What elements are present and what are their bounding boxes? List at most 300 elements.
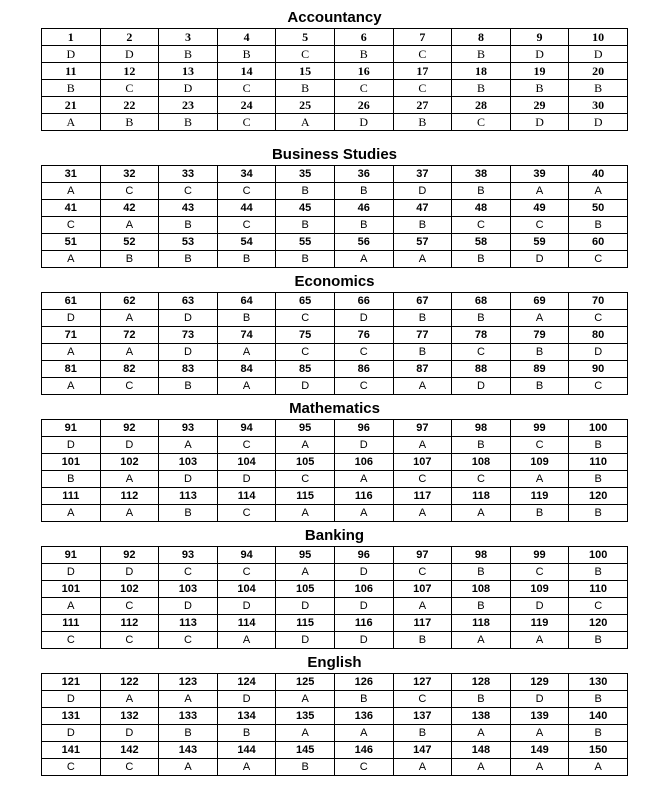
question-number-cell: 112: [100, 615, 159, 632]
answer-cell: B: [159, 725, 218, 742]
question-number-cell: 102: [100, 581, 159, 598]
question-number-cell: 114: [217, 488, 276, 505]
question-number-cell: 125: [276, 674, 335, 691]
question-number-cell: 118: [452, 615, 511, 632]
question-number-cell: 9: [510, 29, 569, 46]
answer-cell: D: [42, 437, 101, 454]
answer-cell: D: [159, 344, 218, 361]
question-number-cell: 23: [159, 97, 218, 114]
question-number-cell: 106: [334, 454, 393, 471]
question-number-cell: 26: [334, 97, 393, 114]
question-number-cell: 137: [393, 708, 452, 725]
answer-cell: D: [159, 471, 218, 488]
question-number-cell: 60: [569, 234, 628, 251]
answer-cell: B: [100, 114, 159, 131]
answer-cell: D: [510, 46, 569, 63]
question-number-cell: 118: [452, 488, 511, 505]
question-number-cell: 38: [452, 166, 511, 183]
question-number-cell: 107: [393, 581, 452, 598]
question-number-cell: 22: [100, 97, 159, 114]
answer-cell: C: [42, 217, 101, 234]
question-number-cell: 83: [159, 361, 218, 378]
answer-cell: D: [452, 378, 511, 395]
answer-cell: D: [569, 114, 628, 131]
question-number-cell: 111: [42, 488, 101, 505]
question-number-cell: 52: [100, 234, 159, 251]
question-number-cell: 123: [159, 674, 218, 691]
question-number-cell: 89: [510, 361, 569, 378]
answer-cell: C: [510, 437, 569, 454]
section-business-studies: [41, 145, 628, 268]
answer-cell: C: [510, 217, 569, 234]
answer-cell: A: [510, 632, 569, 649]
section-title: Economics: [294, 273, 375, 290]
answer-cell: A: [159, 691, 218, 708]
answer-cell: A: [276, 505, 335, 522]
question-number-cell: 127: [393, 674, 452, 691]
answer-cell: C: [510, 564, 569, 581]
answer-cell: A: [100, 217, 159, 234]
answer-cell: D: [159, 310, 218, 327]
question-number-cell: 95: [276, 420, 335, 437]
answer-cell: D: [510, 598, 569, 615]
question-number-cell: 63: [159, 293, 218, 310]
question-number-cell: 55: [276, 234, 335, 251]
answer-row: [42, 114, 628, 131]
answer-cell: B: [569, 505, 628, 522]
question-number-cell: 110: [569, 581, 628, 598]
answer-cell: B: [510, 505, 569, 522]
answer-cell: A: [100, 471, 159, 488]
section-accountancy: [41, 8, 628, 131]
question-number-row: [42, 361, 628, 378]
answer-cell: C: [334, 378, 393, 395]
question-number-row: [42, 63, 628, 80]
question-number-row: [42, 488, 628, 505]
question-number-cell: 112: [100, 488, 159, 505]
question-number-cell: 67: [393, 293, 452, 310]
answer-cell: C: [569, 310, 628, 327]
answer-cell: C: [217, 505, 276, 522]
question-number-row: [42, 166, 628, 183]
question-number-cell: 126: [334, 674, 393, 691]
question-number-cell: 130: [569, 674, 628, 691]
answer-cell: C: [452, 217, 511, 234]
answer-cell: B: [276, 251, 335, 268]
answer-cell: A: [159, 437, 218, 454]
question-number-cell: 103: [159, 581, 218, 598]
answer-cell: D: [276, 598, 335, 615]
answer-cell: B: [334, 183, 393, 200]
question-number-cell: 90: [569, 361, 628, 378]
question-number-cell: 96: [334, 420, 393, 437]
question-number-cell: 93: [159, 547, 218, 564]
section-title: Accountancy: [287, 9, 382, 26]
question-number-cell: 43: [159, 200, 218, 217]
answer-cell: B: [100, 251, 159, 268]
answer-cell: A: [334, 251, 393, 268]
answer-cell: B: [569, 437, 628, 454]
question-number-cell: 61: [42, 293, 101, 310]
question-number-cell: 96: [334, 547, 393, 564]
answer-cell: A: [452, 505, 511, 522]
answer-cell: A: [276, 725, 335, 742]
answer-cell: C: [100, 598, 159, 615]
question-number-cell: 113: [159, 615, 218, 632]
answer-cell: B: [569, 80, 628, 97]
question-number-cell: 33: [159, 166, 218, 183]
question-number-cell: 133: [159, 708, 218, 725]
question-number-cell: 72: [100, 327, 159, 344]
question-number-cell: 39: [510, 166, 569, 183]
question-number-cell: 65: [276, 293, 335, 310]
question-number-cell: 84: [217, 361, 276, 378]
question-number-cell: 1: [42, 29, 101, 46]
question-number-cell: 105: [276, 454, 335, 471]
answer-table: [41, 28, 628, 131]
answer-cell: D: [42, 691, 101, 708]
answer-cell: B: [393, 217, 452, 234]
answer-cell: A: [452, 632, 511, 649]
question-number-cell: 78: [452, 327, 511, 344]
answer-cell: B: [569, 471, 628, 488]
answer-cell: B: [452, 251, 511, 268]
question-number-cell: 24: [217, 97, 276, 114]
question-number-cell: 128: [452, 674, 511, 691]
question-number-cell: 28: [452, 97, 511, 114]
answer-cell: B: [217, 310, 276, 327]
question-number-cell: 129: [510, 674, 569, 691]
answer-cell: C: [393, 471, 452, 488]
question-number-cell: 122: [100, 674, 159, 691]
question-number-cell: 116: [334, 615, 393, 632]
question-number-cell: 12: [100, 63, 159, 80]
question-number-cell: 99: [510, 420, 569, 437]
answer-row: [42, 632, 628, 649]
question-number-cell: 59: [510, 234, 569, 251]
answer-cell: B: [452, 80, 511, 97]
question-number-cell: 120: [569, 488, 628, 505]
question-number-cell: 44: [217, 200, 276, 217]
answer-cell: D: [334, 437, 393, 454]
question-number-cell: 8: [452, 29, 511, 46]
answer-cell: C: [334, 80, 393, 97]
section-english: [41, 653, 628, 776]
answer-cell: D: [334, 114, 393, 131]
question-number-cell: 114: [217, 615, 276, 632]
answer-cell: D: [334, 564, 393, 581]
answer-cell: C: [217, 217, 276, 234]
question-number-cell: 77: [393, 327, 452, 344]
answer-cell: A: [452, 725, 511, 742]
answer-cell: A: [510, 471, 569, 488]
question-number-cell: 32: [100, 166, 159, 183]
answer-cell: B: [159, 378, 218, 395]
question-number-cell: 136: [334, 708, 393, 725]
answer-table: [41, 419, 628, 522]
question-number-cell: 41: [42, 200, 101, 217]
question-number-cell: 13: [159, 63, 218, 80]
answer-cell: B: [393, 632, 452, 649]
answer-cell: C: [42, 759, 101, 776]
question-number-cell: 140: [569, 708, 628, 725]
answer-cell: C: [100, 632, 159, 649]
question-number-cell: 42: [100, 200, 159, 217]
answer-cell: C: [334, 759, 393, 776]
answer-cell: A: [42, 183, 101, 200]
question-number-cell: 108: [452, 454, 511, 471]
question-number-cell: 146: [334, 742, 393, 759]
question-number-row: [42, 293, 628, 310]
answer-cell: B: [334, 46, 393, 63]
question-number-cell: 53: [159, 234, 218, 251]
question-number-cell: 94: [217, 547, 276, 564]
answer-cell: B: [42, 80, 101, 97]
question-number-cell: 35: [276, 166, 335, 183]
answer-cell: B: [276, 80, 335, 97]
question-number-row: [42, 29, 628, 46]
question-number-cell: 11: [42, 63, 101, 80]
answer-cell: B: [159, 505, 218, 522]
answer-cell: B: [452, 691, 511, 708]
question-number-cell: 51: [42, 234, 101, 251]
answer-cell: B: [393, 725, 452, 742]
answer-cell: A: [393, 759, 452, 776]
answer-cell: B: [393, 310, 452, 327]
answer-cell: C: [217, 437, 276, 454]
answer-cell: C: [159, 632, 218, 649]
answer-cell: C: [276, 46, 335, 63]
answer-row: [42, 183, 628, 200]
question-number-cell: 3: [159, 29, 218, 46]
question-number-cell: 57: [393, 234, 452, 251]
question-number-cell: 82: [100, 361, 159, 378]
question-number-cell: 58: [452, 234, 511, 251]
answer-table: [41, 673, 628, 776]
answer-cell: C: [100, 183, 159, 200]
answer-cell: A: [276, 691, 335, 708]
answer-cell: B: [569, 217, 628, 234]
answer-cell: B: [276, 759, 335, 776]
answer-table: [41, 546, 628, 649]
question-number-cell: 49: [510, 200, 569, 217]
answer-row: [42, 80, 628, 97]
question-number-cell: 97: [393, 420, 452, 437]
question-number-cell: 54: [217, 234, 276, 251]
answer-cell: A: [393, 505, 452, 522]
answer-cell: A: [42, 505, 101, 522]
answer-row: [42, 564, 628, 581]
question-number-cell: 139: [510, 708, 569, 725]
answer-cell: B: [276, 217, 335, 234]
answer-cell: C: [334, 344, 393, 361]
question-number-cell: 48: [452, 200, 511, 217]
question-number-cell: 138: [452, 708, 511, 725]
answer-cell: D: [42, 46, 101, 63]
question-number-cell: 101: [42, 454, 101, 471]
question-number-cell: 64: [217, 293, 276, 310]
answer-cell: D: [276, 378, 335, 395]
question-number-cell: 79: [510, 327, 569, 344]
answer-cell: C: [393, 691, 452, 708]
question-number-cell: 100: [569, 547, 628, 564]
question-number-cell: 142: [100, 742, 159, 759]
answer-cell: B: [276, 183, 335, 200]
question-number-row: [42, 615, 628, 632]
answer-cell: C: [276, 471, 335, 488]
question-number-cell: 25: [276, 97, 335, 114]
answer-row: [42, 378, 628, 395]
question-number-cell: 98: [452, 547, 511, 564]
answer-cell: A: [42, 251, 101, 268]
question-number-cell: 29: [510, 97, 569, 114]
answer-row: [42, 310, 628, 327]
question-number-cell: 102: [100, 454, 159, 471]
section-title: Banking: [304, 527, 365, 544]
answer-cell: A: [42, 598, 101, 615]
answer-cell: A: [42, 114, 101, 131]
answer-cell: B: [452, 310, 511, 327]
answer-cell: C: [100, 80, 159, 97]
answer-cell: A: [510, 183, 569, 200]
question-number-row: [42, 581, 628, 598]
section-mathematics: [41, 399, 628, 522]
question-number-cell: 150: [569, 742, 628, 759]
answer-cell: B: [452, 437, 511, 454]
answer-cell: B: [159, 251, 218, 268]
answer-cell: A: [217, 759, 276, 776]
answer-cell: D: [510, 691, 569, 708]
answer-cell: C: [452, 471, 511, 488]
question-number-cell: 14: [217, 63, 276, 80]
answer-cell: D: [276, 632, 335, 649]
question-number-cell: 6: [334, 29, 393, 46]
question-number-cell: 70: [569, 293, 628, 310]
answer-row: [42, 437, 628, 454]
answer-cell: B: [159, 46, 218, 63]
answer-cell: A: [100, 344, 159, 361]
question-number-cell: 50: [569, 200, 628, 217]
answer-cell: B: [569, 691, 628, 708]
answer-cell: A: [42, 344, 101, 361]
question-number-cell: 68: [452, 293, 511, 310]
answer-cell: D: [42, 310, 101, 327]
answer-cell: B: [510, 378, 569, 395]
question-number-cell: 92: [100, 420, 159, 437]
question-number-cell: 131: [42, 708, 101, 725]
answer-cell: B: [510, 344, 569, 361]
question-number-row: [42, 420, 628, 437]
answer-cell: D: [217, 691, 276, 708]
question-number-cell: 124: [217, 674, 276, 691]
answer-cell: A: [217, 378, 276, 395]
question-number-cell: 62: [100, 293, 159, 310]
section-title: English: [307, 654, 362, 671]
answer-cell: A: [217, 344, 276, 361]
answer-cell: C: [159, 183, 218, 200]
answer-cell: C: [100, 759, 159, 776]
answer-row: [42, 217, 628, 234]
answer-cell: B: [217, 46, 276, 63]
answer-cell: A: [393, 437, 452, 454]
answer-cell: A: [100, 691, 159, 708]
answer-cell: A: [276, 437, 335, 454]
answer-cell: A: [217, 632, 276, 649]
question-number-row: [42, 547, 628, 564]
answer-cell: B: [452, 183, 511, 200]
question-number-cell: 117: [393, 615, 452, 632]
question-number-row: [42, 234, 628, 251]
answer-cell: D: [334, 310, 393, 327]
question-number-cell: 113: [159, 488, 218, 505]
answer-cell: C: [393, 564, 452, 581]
question-number-cell: 85: [276, 361, 335, 378]
question-number-cell: 56: [334, 234, 393, 251]
answer-row: [42, 505, 628, 522]
answer-cell: C: [276, 310, 335, 327]
answer-cell: C: [42, 632, 101, 649]
answer-cell: C: [569, 378, 628, 395]
answer-cell: B: [217, 725, 276, 742]
answer-cell: C: [393, 80, 452, 97]
question-number-cell: 104: [217, 581, 276, 598]
section-title: Mathematics: [289, 400, 380, 417]
question-number-row: [42, 200, 628, 217]
answer-cell: C: [452, 344, 511, 361]
question-number-cell: 134: [217, 708, 276, 725]
question-number-cell: 121: [42, 674, 101, 691]
answer-cell: A: [569, 759, 628, 776]
question-number-cell: 73: [159, 327, 218, 344]
question-number-cell: 132: [100, 708, 159, 725]
question-number-cell: 99: [510, 547, 569, 564]
answer-cell: A: [393, 598, 452, 615]
answer-cell: D: [217, 598, 276, 615]
question-number-cell: 111: [42, 615, 101, 632]
question-number-cell: 15: [276, 63, 335, 80]
answer-table: [41, 292, 628, 395]
question-number-cell: 21: [42, 97, 101, 114]
question-number-cell: 93: [159, 420, 218, 437]
question-number-cell: 46: [334, 200, 393, 217]
answer-cell: B: [334, 691, 393, 708]
answer-cell: C: [569, 598, 628, 615]
answer-cell: A: [159, 759, 218, 776]
question-number-cell: 119: [510, 615, 569, 632]
answer-cell: B: [393, 344, 452, 361]
question-number-cell: 119: [510, 488, 569, 505]
answer-cell: A: [276, 114, 335, 131]
answer-row: [42, 598, 628, 615]
question-number-row: [42, 708, 628, 725]
answer-cell: A: [100, 505, 159, 522]
answer-cell: B: [569, 564, 628, 581]
question-number-cell: 71: [42, 327, 101, 344]
question-number-cell: 120: [569, 615, 628, 632]
answer-row: [42, 46, 628, 63]
answer-cell: A: [100, 310, 159, 327]
question-number-cell: 108: [452, 581, 511, 598]
question-number-cell: 87: [393, 361, 452, 378]
question-number-row: [42, 674, 628, 691]
question-number-cell: 98: [452, 420, 511, 437]
answer-cell: C: [276, 344, 335, 361]
section-banking: [41, 526, 628, 649]
question-number-cell: 109: [510, 581, 569, 598]
question-number-cell: 37: [393, 166, 452, 183]
question-number-cell: 91: [42, 420, 101, 437]
answer-cell: D: [42, 564, 101, 581]
